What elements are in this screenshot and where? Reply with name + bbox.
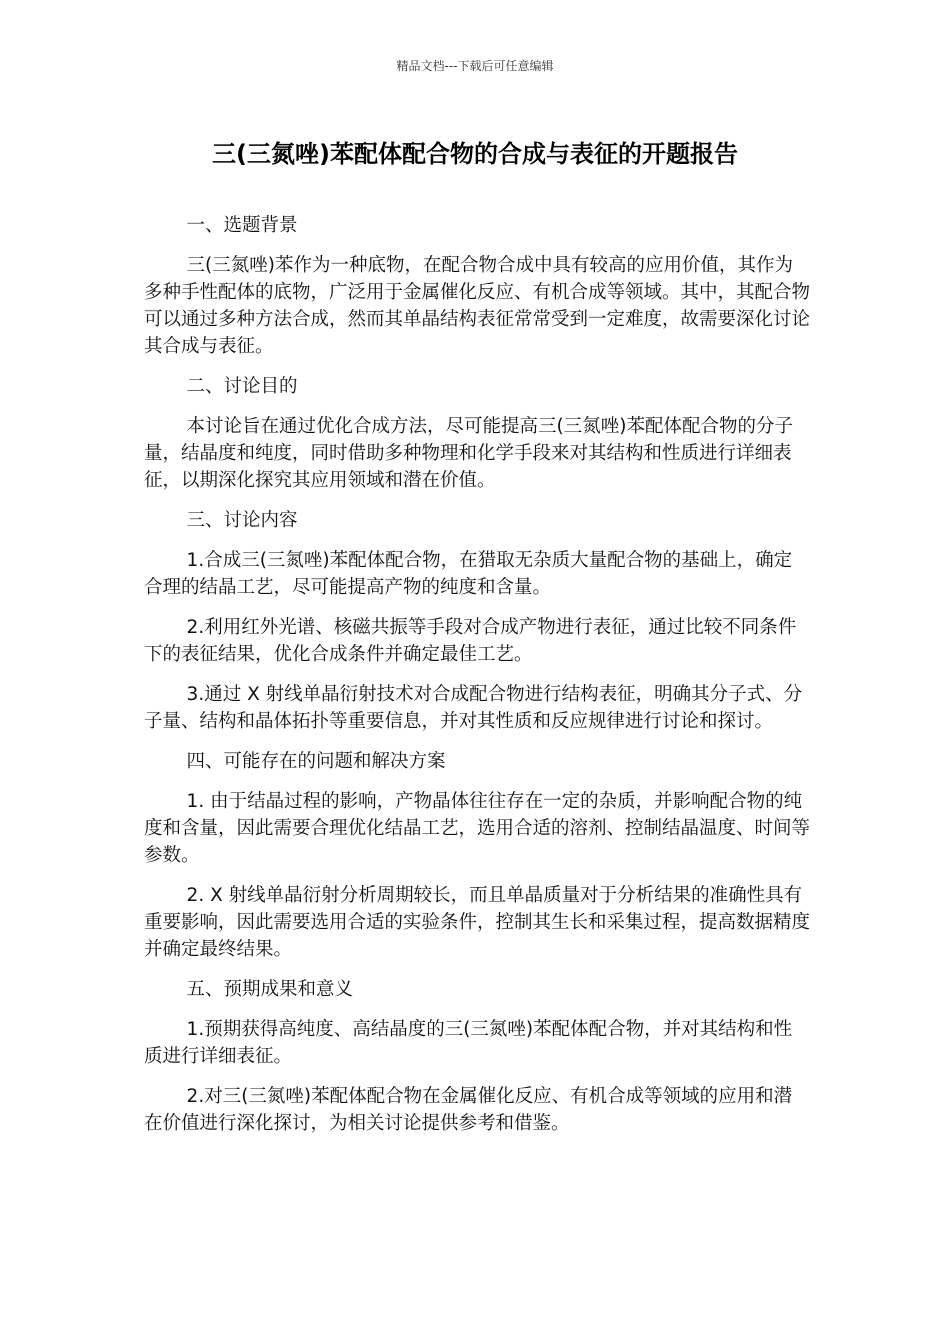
- section-heading-purpose: 二、讨论目的: [186, 376, 298, 397]
- section-heading-outcomes: 五、预期成果和意义: [186, 979, 354, 1000]
- document-title: 三(三氮唑)苯配体配合物的合成与表征的开题报告: [212, 140, 738, 168]
- page-header-note: 精品文档---下载后可任意编辑: [396, 59, 554, 73]
- paragraph-content-2: 2.利用红外光谱、核磁共振等手段对合成产物进行表征，通过比较不同条件下的表征结果，优化合成条件并确定最佳工艺。: [144, 617, 797, 665]
- paragraph-content-1: 1.合成三(三氮唑)苯配体配合物，在猎取无杂质大量配合物的基础上，确定合理的结晶工艺，尽可能提高产物的纯度和含量。: [144, 550, 793, 598]
- paragraph-purpose: 本讨论旨在通过优化合成方法，尽可能提高三(三氮唑)苯配体配合物的分子量，结晶度和纯度，同时借助多种物理和化学手段来对其结构和性质进行详细表征，以期深化探究其应用领域和潜在价值。: [144, 416, 793, 491]
- paragraph-background: 三(三氮唑)苯作为一种底物，在配合物合成中具有较高的应用价值，其作为多种手性配体的底物，广泛用于金属催化反应、有机合成等领域。其中，其配合物可以通过多种方法合成，然而其单晶结构表征常常受到一定难度，故需要深化讨论其合成与表征。: [144, 255, 811, 357]
- paragraph-outcomes-2: 2.对三(三氮唑)苯配体配合物在金属催化反应、有机合成等领域的应用和潜在价值进行深化探讨，为相关讨论提供参考和借鉴。: [144, 1086, 793, 1134]
- paragraph-problems-2: 2. X 射线单晶衍射分析周期较长，而且单晶质量对于分析结果的准确性具有重要影响，因此需要选用合适的实验条件，控制其生长和采集过程，提高数据精度并确定最终结果。: [144, 885, 811, 960]
- section-heading-problems: 四、可能存在的问题和解决方案: [186, 751, 446, 772]
- section-heading-content: 三、讨论内容: [186, 510, 298, 531]
- paragraph-content-3: 3.通过 X 射线单晶衍射技术对合成配合物进行结构表征，明确其分子式、分子量、结构和晶体拓扑等重要信息，并对其性质和反应规律进行讨论和探讨。: [144, 684, 803, 732]
- paragraph-problems-1: 1. 由于结晶过程的影响，产物晶体往往存在一定的杂质，并影响配合物的纯度和含量，因此需要合理优化结晶工艺，选用合适的溶剂、控制结晶温度、时间等参数。: [144, 791, 811, 866]
- document-body: [144, 212, 810, 1150]
- section-heading-background: 一、选题背景: [186, 215, 298, 236]
- paragraph-outcomes-1: 1.预期获得高纯度、高结晶度的三(三氮唑)苯配体配合物，并对其结构和性质进行详细表征。: [144, 1019, 793, 1067]
